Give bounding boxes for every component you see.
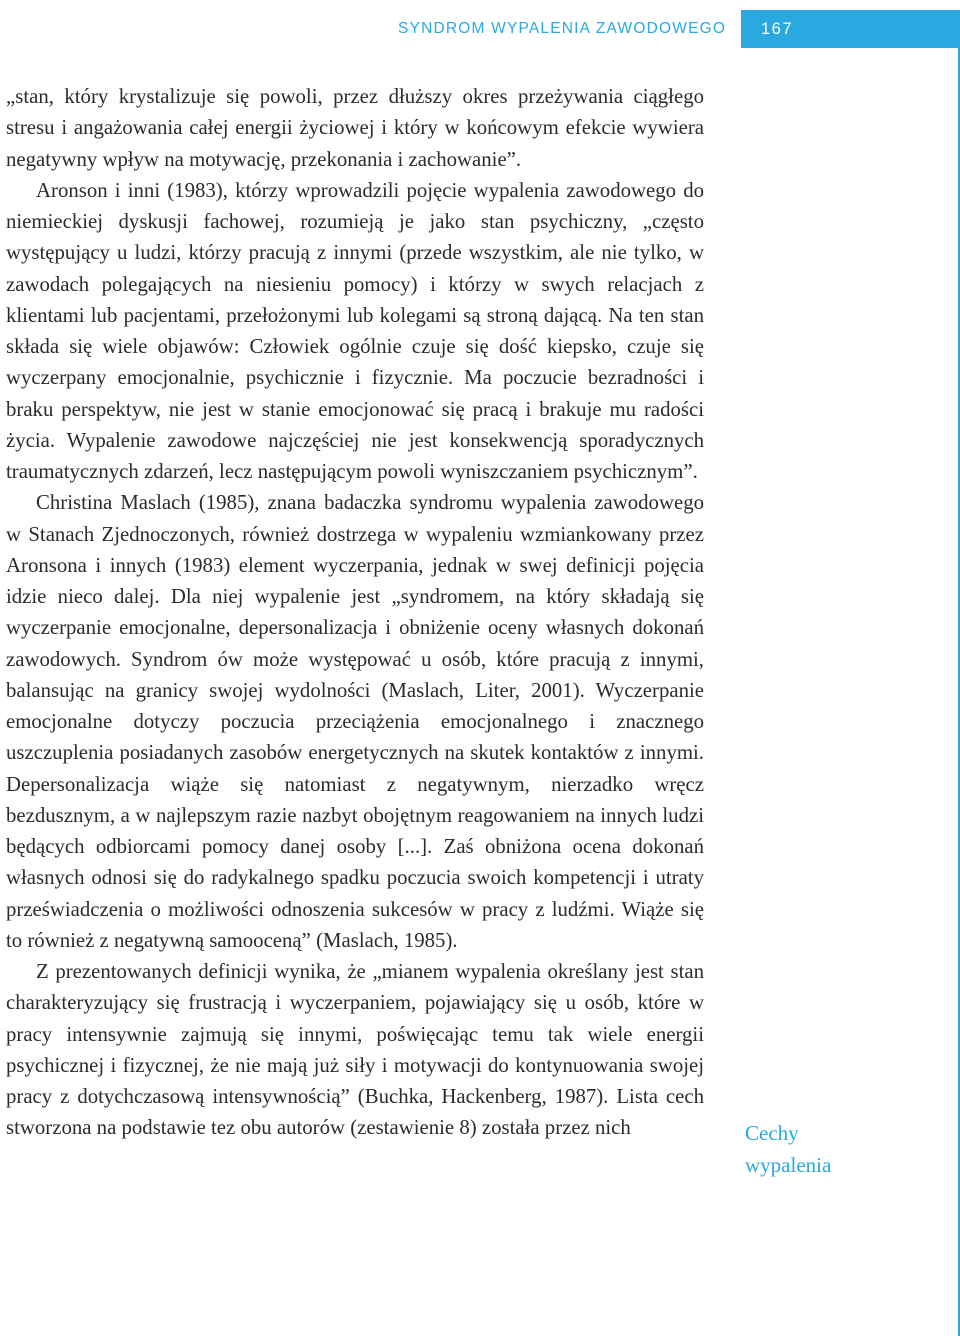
page-number-box <box>741 10 960 48</box>
running-header-title: SYNDROM WYPALENIA ZAWODOWEGO <box>398 20 727 37</box>
paragraph: Aronson i inni (1983), którzy wprowadzili pojęcie wypalenia zawodowego do niemieckiej dyskusji fachowej, rozumieją je jako stan psychiczny, „często występujący u ludzi, którzy pracują z innymi (przede wszystkim, ale nie tylko, w zawodach polegających na niesieniu pomocy) i którzy w swych relacjach z klientami lub pacjentami, przełożonymi lub kolegami są stroną dającą. Na ten stan składa się wiele objawów: Człowiek ogólnie czuje się dość kiepsko, czuje się wyczerpany emocjonalnie, psychicznie i fizycznie. Ma poczucie bezradności i braku perspektyw, nie jest w stanie emocjonować się pracą i brakuje mu radości życia. Wypalenie zawodowe najczęściej nie jest konsekwencją sporadycznych traumatycznych zdarzeń, lecz następującym powoli wyniszczaniem psychicznym”. <box>6 178 704 483</box>
paragraph: Christina Maslach (1985), znana badaczka syndromu wypalenia zawodowego w Stanach Zjednoczonych, również dostrzega w wypaleniu wzmiankowany przez Aronsona i innych (1983) element wyczerpania, jednak w swej definicji pojęcia idzie nieco dalej. Dla niej wypalenie jest „syndromem, na który składają się wyczerpanie emocjonalne, depersonalizacja i obniżenie oceny własnych dokonań zawodowych. Syndrom ów może występować u osób, które pracują z innymi, balansując na granicy swojej wydolności (Maslach, Liter, 2001). Wyczerpanie emocjonalne dotyczy poczucia przeciążenia emocjonalnego i znacznego uszczuplenia posiadanych zasobów energetycznych na skutek kontaktów z innymi. Depersonalizacja wiąże się natomiast z negatywnym, nierzadko wręcz bezdusznym, a w najlepszym razie nazbyt obojętnym reagowaniem na innych ludzi będących odbiorcami pomocy danej osoby [...]. Zaś obniżona ocena dokonań własnych odnosi się do radykalnego spadku poczucia swoich kompetencji i utraty przeświadczenia o możliwości odnoszenia sukcesów w pracy z ludźmi. Wiąże się to również z negatywną samooceną” (Maslach, 1985). <box>6 491 704 952</box>
margin-note <box>745 1117 945 1181</box>
paragraph: Z prezentowanych definicji wynika, że „mianem wypalenia określany jest stan charakteryzujący się frustracją i wyczerpaniem, pojawiający się u osób, które w pracy intensywnie zajmują się innymi, poświęcając temu tak wiele energii psychicznej i fizycznej, że nie mają już siły i motywacji do kontynuowania swojej pracy z dotychczasową intensywnością” (Buchka, Hackenberg, 1987). Lista cech stworzona na podstawie tez obu autorów (zestawienie 8) została przez nich <box>6 960 704 1140</box>
margin-note-line: Cechy <box>745 1121 799 1145</box>
main-text <box>6 81 704 1144</box>
paragraph: „stan, który krystalizuje się powoli, przez dłuższy okres przeżywania ciągłego stresu i angażowania całej energii życiowej i który w końcowym efekcie wywiera negatywny wpływ na motywację, przekonania i zachowanie”. <box>6 85 704 171</box>
margin-note-line: wypalenia <box>745 1153 832 1177</box>
page-number: 167 <box>761 20 794 38</box>
